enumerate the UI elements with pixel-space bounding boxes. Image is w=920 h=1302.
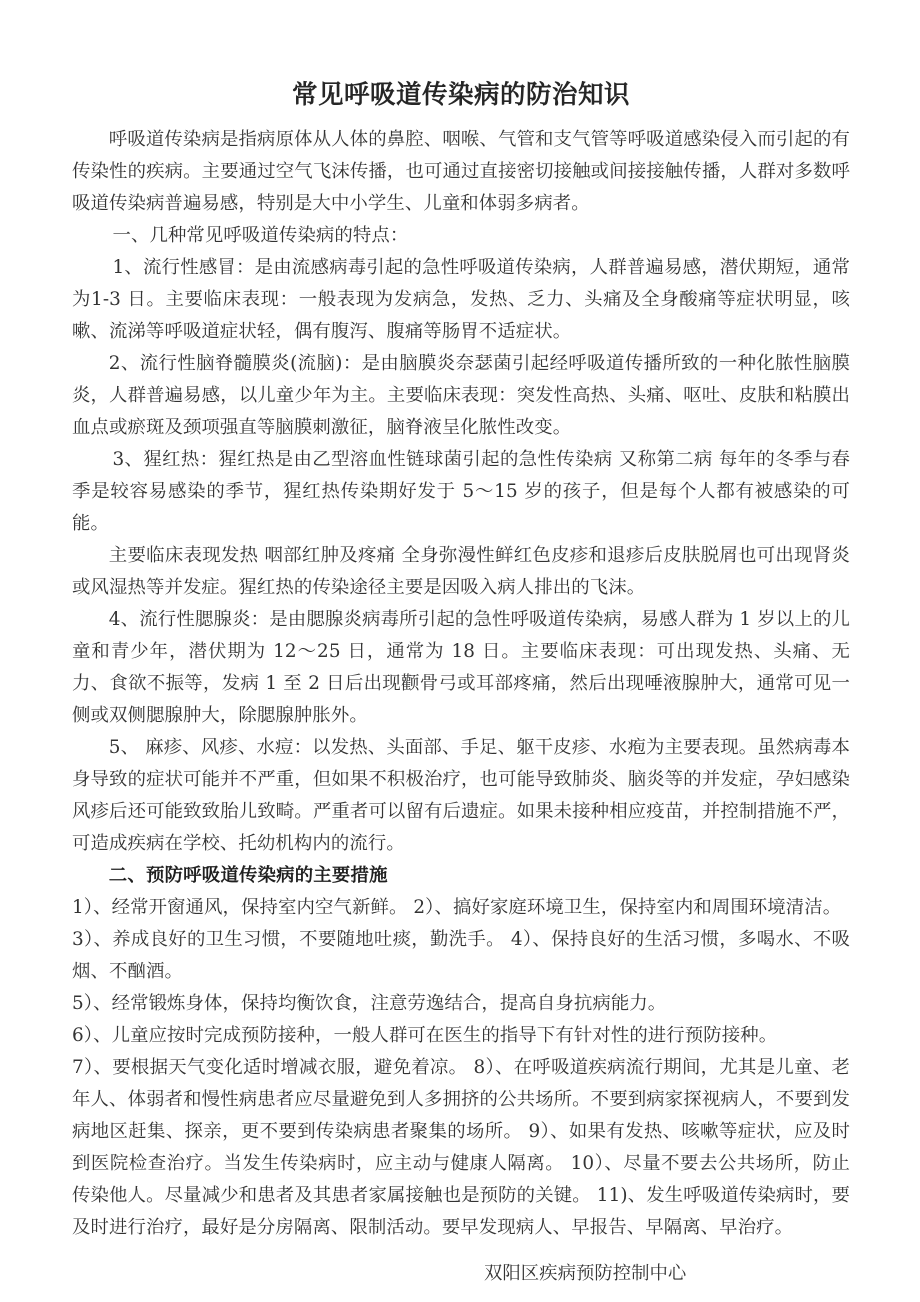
- page-title: 常见呼吸道传染病的防治知识: [291, 80, 630, 110]
- disease-item-measles-rubella-varicella: 5、 麻疹、风疹、水痘：以发热、头面部、手足、躯干皮疹、水疱为主要表现。虽然病毒本身导致的症状可能并不严重，但如果不积极治疗，也可能导致肺炎、脑炎等的并发症，孕妇感染风疹后还可能致致胎儿致畸。严重者可以留有后遗症。如果未接种相应疫苗，并控制措施不严，可造成疾病在学校、托幼机构内的流行。: [72, 737, 850, 854]
- disease-item-influenza: 1、流行性感冒：是由流感病毒引起的急性呼吸道传染病，人群普遍易感，潜伏期短，通常为1-3 日。主要临床表现：一般表现为发病急，发热、乏力、头痛及全身酸痛等症状明显，咳嗽、流涕等呼吸道症状轻，偶有腹泻、腹痛等肠胃不适症状。: [72, 257, 850, 342]
- document-signature: 双阳区疾病预防控制中心: [484, 1263, 687, 1284]
- measure-item-1-2: 1）、经常开窗通风，保持室内空气新鲜。 2）、搞好家庭环境卫生，保持室内和周围环境清洁。: [72, 897, 842, 918]
- intro-paragraph: 呼吸道传染病是指病原体从人体的鼻腔、咽喉、气管和支气管等呼吸道感染侵入而引起的有传染性的疾病。主要通过空气飞沫传播，也可通过直接密切接触或间接接触传播，人群对多数呼吸道传染病普遍易感，特别是大中小学生、儿童和体弱多病者。: [72, 129, 850, 214]
- measure-item-6: 6）、儿童应按时完成预防接种，一般人群可在医生的指导下有针对性的进行预防接种。: [72, 1025, 778, 1046]
- measure-item-5: 5）、经常锻炼身体，保持均衡饮食，注意劳逸结合，提高自身抗病能力。: [72, 993, 667, 1014]
- section-two-heading: 二、预防呼吸道传染病的主要措施: [108, 865, 388, 886]
- disease-item-meningitis: 2、流行性脑脊髓膜炎(流脑)：是由脑膜炎奈瑟菌引起经呼吸道传播所致的一种化脓性脑膜炎，人群普遍易感，以儿童少年为主。主要临床表现：突发性高热、头痛、呕吐、皮肤和粘膜出血点或瘀斑及颈项强直等脑膜刺激征，脑脊液呈化脓性改变。: [72, 353, 850, 438]
- measure-item-7-to-11: 7）、要根据天气变化适时增减衣服，避免着凉。 8）、在呼吸道疾病流行期间，尤其是儿童、老年人、体弱者和慢性病患者应尽量避免到人多拥挤的公共场所。不要到病家探视病人，不要到发病地区赶集、探亲，更不要到传染病患者聚集的场所。 9）、如果有发热、咳嗽等症状，应及时到医院检查治疗。当发生传染病时，应主动与健康人隔离。 10）、尽量不要去公共场所，防止传染他人。尽量减少和患者及其患者家属接触也是预防的关键。 11)、发生呼吸道传染病时，要及时进行治疗，最好是分房隔离、限制活动。要早发现病人、早报告、早隔离、早治疗。: [72, 1057, 850, 1238]
- disease-item-scarlet-fever: 3、猩红热：猩红热是由乙型溶血性链球菌引起的急性传染病 又称第二病 每年的冬季与春季是较容易感染的季节，猩红热传染期好发于 5～15 岁的孩子，但是每个人都有被感染的可能。: [72, 449, 850, 534]
- section-one-heading: 一、几种常见呼吸道传染病的特点：: [112, 225, 409, 246]
- measure-item-3-4: 3）、养成良好的卫生习惯，不要随地吐痰，勤洗手。 4）、保持良好的生活习惯，多喝水、不吸烟、不酗酒。: [72, 929, 850, 982]
- signature-spacer: [72, 1244, 850, 1258]
- document-body: [72, 78, 850, 1290]
- disease-item-scarlet-fever-symptoms: 主要临床表现发热 咽部红肿及疼痛 全身弥漫性鲜红色皮疹和退疹后皮肤脱屑也可出现肾炎或风湿热等并发症。猩红热的传染途径主要是因吸入病人排出的飞沫。: [72, 545, 850, 598]
- disease-item-mumps: 4、流行性腮腺炎：是由腮腺炎病毒所引起的急性呼吸道传染病，易感人群为 1 岁以上的儿童和青少年，潜伏期为 12～25 日，通常为 18 日。主要临床表现：可出现发热、头痛、无力、食欲不振等，发病 1 至 2 日后出现颧骨弓或耳部疼痛，然后出现唾液腺肿大，通常可见一侧或双侧腮腺肿大，除腮腺肿胀外。: [72, 609, 850, 726]
